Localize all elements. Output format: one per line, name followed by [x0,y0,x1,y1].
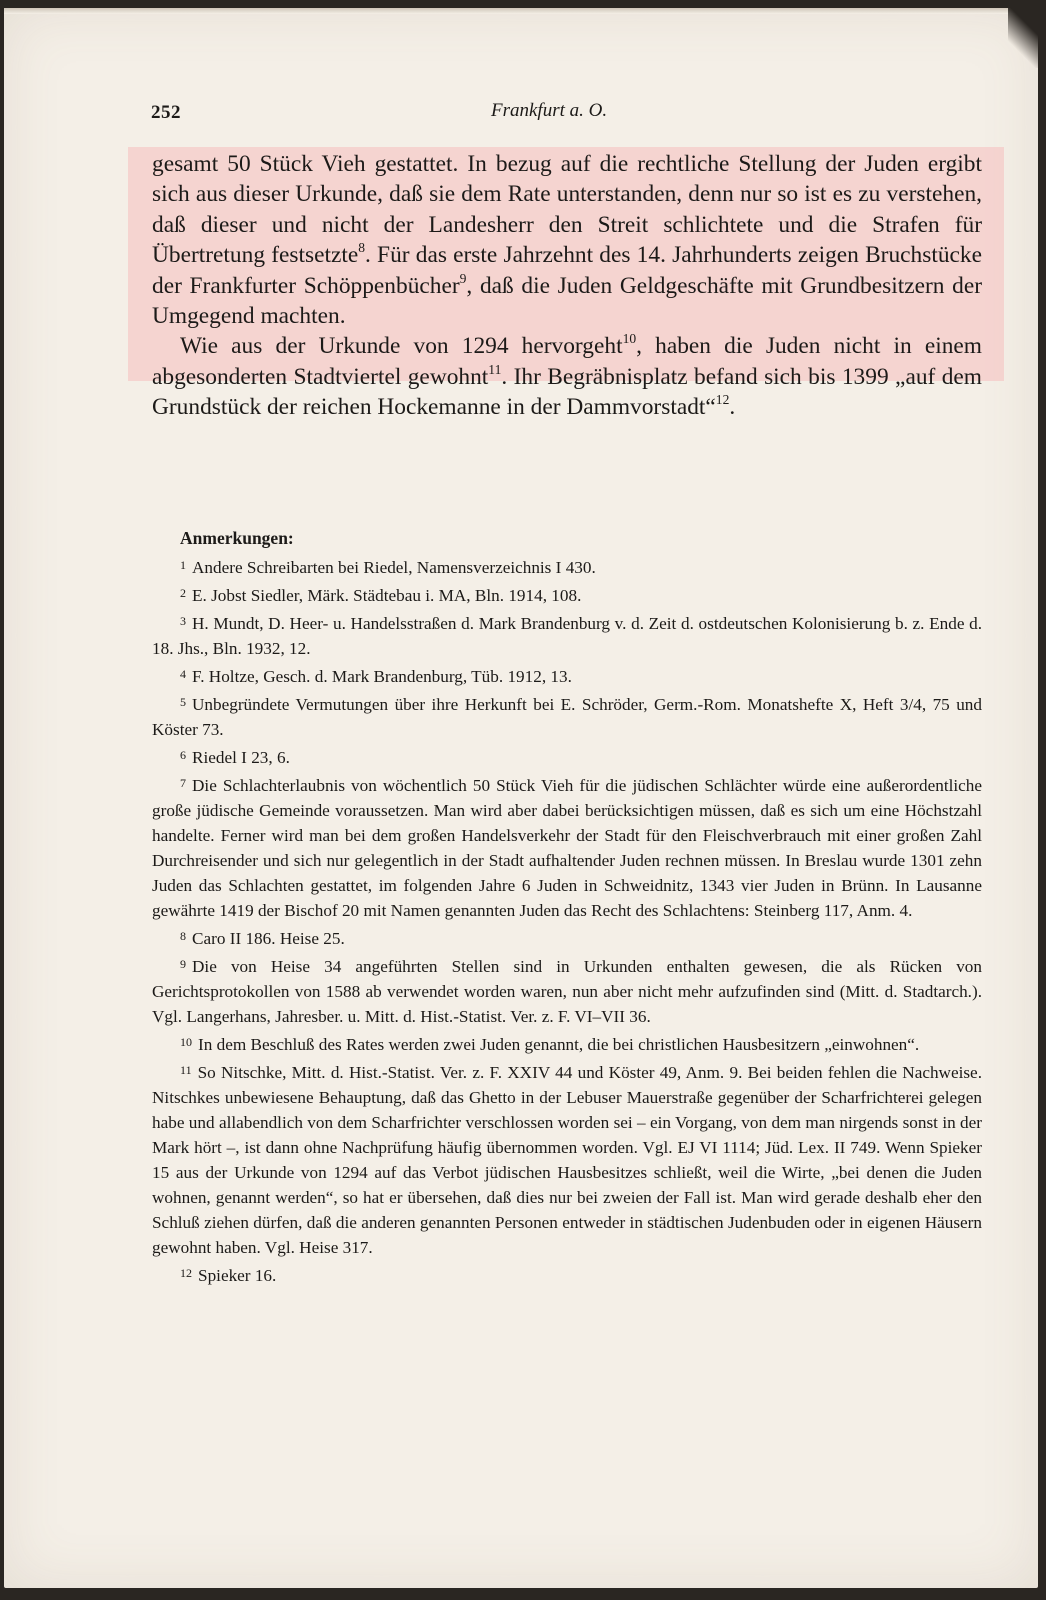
footnote-ref: 8 [358,240,366,256]
paragraph-2 [152,331,982,422]
footnote-text: Unbegründete Vermutungen über ihre Herkunft bei E. Schröder, Germ.-Rom. Monatshefte X, Heft 3/4, 75 und Köster 73. [152,695,982,740]
footnote-8 [152,924,982,952]
footnote-7 [152,771,982,924]
footnote-2 [152,581,982,609]
footnote-number: 10 [180,1035,193,1050]
footnote-text: So Nitschke, Mitt. d. Hist.-Statist. Ver. z. F. XXIV 44 und Köster 49, Anm. 9. Bei beiden fehlen die Nachweise. Nitschkes unbewiesene Behauptung, daß das Ghetto in der Lebuser Mauerstraße gegenüber der Scharfrichterei gelegen habe und allabendlich von dem Scharfrichter verschlossen worden sei – ein Vorgang, von dem man nirgends sonst in der Mark hört –, ist dann ohne Nachprüfung häufig übernommen worden. Vgl. EJ VI 1114; Jüd. Lex. II 749. Wenn Spieker 15 aus der Urkunde von 1294 auf das Verbot jüdischen Hausbesitzes schließt, weil die Wirte, „bei denen die Juden wohnen, genannt werden“, so hat er übersehen, daß dies nur bei zweien der Fall ist. Man wird gerade deshalb eher den Schluß ziehen dürfen, daß die anderen genannten Personen entweder in städtischen Judenbuden oder in eigenen Häusern gewohnt haben. Vgl. Heise 317. [152,1063,982,1257]
footnote-ref: 9 [459,270,467,286]
footnote-number: 9 [180,957,187,972]
notes-heading: Anmerkungen: [180,528,294,548]
main-text [152,149,982,423]
footnote-number: 11 [180,1063,192,1078]
paragraph-1-part-c: , daß die Juden Geldgeschäfte mit Grundbesitzern der Umgegend machten. [152,272,982,330]
paragraph-2-part-b: , haben die Juden nicht in einem abgesonderten Stadtviertel gewohnt [152,333,982,390]
footnote-text: E. Jobst Siedler, Märk. Städtebau i. MA, Bln. 1914, 108. [192,586,582,606]
footnote-text: Andere Schreibarten bei Riedel, Namensverzeichnis I 430. [192,558,596,578]
footnote-number: 6 [180,748,187,763]
footnote-6 [152,743,982,771]
footnote-text: Caro II 186. Heise 25. [192,929,345,949]
footnote-3 [152,609,982,662]
footnote-10 [152,1030,982,1058]
footnote-ref: 12 [715,392,730,408]
footnote-5 [152,690,982,743]
paragraph-1 [152,149,982,331]
footnote-9 [152,952,982,1030]
footnote-text: H. Mundt, D. Heer- u. Handelsstraßen d. Mark Brandenburg v. d. Zeit d. ostdeutschen Kolonisierung b. z. Ende d. 18. Jhs., Bln. 1932, 12. [152,614,982,659]
footnote-text: Riedel I 23, 6. [192,748,290,768]
footnote-number: 3 [180,614,187,629]
paragraph-1-part-b: . Für das erste Jahrzehnt des 14. Jahrhunderts zeigen Bruchstücke der Frankfurter Schöppenbücher [152,242,982,299]
footnote-1 [152,553,982,581]
paragraph-2-part-c: . Ihr Begräbnisplatz befand sich bis 1399 „auf dem Grundstück der reichen Hockemanne in der Dammvorstadt“ [152,363,982,421]
paragraph-2-part-d: . [729,394,736,421]
notes-section [152,526,982,1289]
footnote-text: Die von Heise 34 angeführten Stellen sind in Urkunden enthalten gewesen, die als Rücken von Gerichtsprotokollen von 1588 ab verwendet worden waren, nun aber nicht mehr aufzufinden sind (Mitt. d. Stadtarch.). Vgl. Langerhans, Jahresber. u. Mitt. d. Hist.-Statist. Ver. z. F. VI–VII 36. [152,957,982,1027]
footnote-ref: 10 [622,331,637,347]
footnote-4 [152,662,982,690]
page-number: 252 [151,102,181,123]
footnote-number: 12 [180,1265,193,1280]
footnote-number: 2 [180,586,187,601]
footnote-ref: 11 [488,361,502,377]
footnote-11 [152,1058,982,1260]
book-page [4,8,1038,1588]
footnote-number: 1 [180,557,187,572]
footnote-text: Die Schlachterlaubnis von wöchentlich 50 Stück Vieh für die jüdischen Schlächter würde eine außerordentliche große jüdische Gemeinde voraussetzen. Man wird aber dabei berücksichtigen müssen, daß es sich um eine Höchstzahl handelte. Ferner wird man bei dem großen Handelsverkehr der Stadt für den Fleischverbrauch mit einer großen Zahl Durchreisender und sich nur gelegentlich in der Stadt aufhaltender Juden rechnen müssen. In Breslau wurde 1301 zehn Juden das Schlachten gestattet, im folgenden Jahre 6 Juden in Schweidnitz, 1343 vier Juden in Brünn. In Lausanne gewährte 1419 der Bischof 20 mit Namen genannten Juden das Recht des Schlachtens: Steinberg 117, Anm. 4. [152,776,982,921]
footnote-number: 7 [180,776,187,791]
running-title: Frankfurt a. O. [491,100,608,121]
footnote-12 [152,1261,982,1289]
footnote-number: 5 [180,695,187,710]
footnote-text: In dem Beschluß des Rates werden zwei Juden genannt, die bei christlichen Hausbesitzern „einwohnen“. [198,1035,920,1055]
footnote-number: 8 [180,929,187,944]
notes-list [152,553,982,1289]
footnote-text: F. Holtze, Gesch. d. Mark Brandenburg, Tüb. 1912, 13. [192,667,572,687]
footnote-number: 4 [180,667,187,682]
footnote-text: Spieker 16. [198,1265,277,1285]
page-corner-shadow [1008,8,1038,68]
paragraph-2-part-a: Wie aus der Urkunde von 1294 hervorgeht [180,333,623,360]
paragraph-1-part-a: gesamt 50 Stück Vieh gestattet. In bezug auf die rechtliche Stellung der Juden ergibt sich aus dieser Urkunde, daß sie dem Rate unterstanden, denn nur so ist es zu verstehen, daß dieser und nicht der Landesherr den Streit schlichtete und die Strafen für Übertretung festsetzte [152,151,982,269]
